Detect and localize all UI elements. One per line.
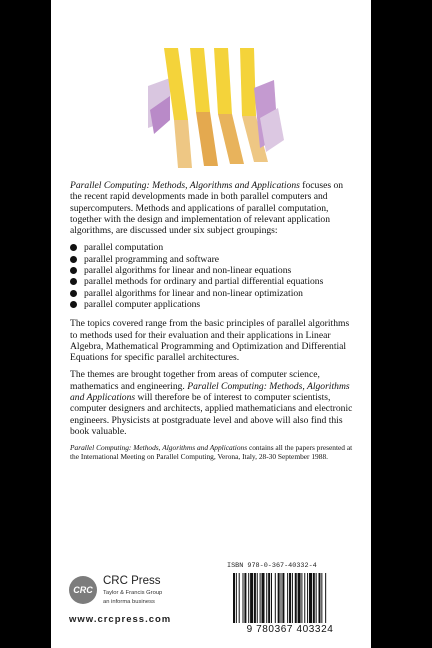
barcode-bar <box>248 573 249 623</box>
footnote-paragraph: Parallel Computing: Methods, Algorithms and Applications contains all the papers presented at the International Meeting on Parallel Computing, Verona, Italy, 28-30 September 1988. <box>70 443 353 462</box>
isbn-digits: 9 780367 403324 <box>246 624 334 635</box>
barcode-bar <box>313 573 315 623</box>
barcode-bar <box>295 573 297 623</box>
publisher-group: Taylor & Francis Group <box>103 590 163 596</box>
barcode-bar <box>239 573 240 623</box>
isbn-label: ISBN 978-0-367-40332-4 <box>227 562 317 570</box>
publisher-block <box>69 574 219 624</box>
barcode-bar <box>233 573 235 623</box>
barcode-bar <box>268 573 270 623</box>
barcode-bar <box>254 573 256 623</box>
barcode-bar <box>250 573 253 623</box>
barcode-bar <box>236 573 237 623</box>
barcode-bar <box>278 573 280 623</box>
bullet-icon <box>70 256 77 263</box>
barcode-bar <box>301 573 302 623</box>
publisher-business: an informa business <box>103 599 155 605</box>
barcode-bar <box>298 573 301 623</box>
list-item: parallel computation <box>70 242 355 253</box>
barcode-bar <box>282 573 284 623</box>
crc-logo-icon: CRC <box>69 576 97 604</box>
barcode-bar <box>319 573 321 623</box>
barcode-bar <box>325 573 326 623</box>
intro-paragraph: Parallel Computing: Methods, Algorithms and Applications focuses on the recent rapid developments made in both parallel computers and supercomputers. Methods and applications of parallel computation, together with the design and implementation of relevant application algorithms, are discussed under six subject groupings: <box>70 180 344 237</box>
barcode-graphic <box>233 573 347 623</box>
barcode-bar <box>281 573 282 623</box>
bullet-icon <box>70 244 77 251</box>
publisher-name: CRC Press <box>103 575 161 587</box>
list-item: parallel methods for ordinary and partial differential equations <box>70 276 355 287</box>
barcode-bar <box>316 573 317 623</box>
barcode-bar <box>266 573 267 623</box>
barcode-bar <box>321 573 322 623</box>
barcode-bar <box>262 573 265 623</box>
topics-paragraph: The topics covered range from the basic principles of parallel algorithms to methods used for their evaluation and their applications in Linear Algebra, Mathematical Programming and Optimization and Differential Equations for specific parallel architectures. <box>70 318 350 364</box>
barcode-bar <box>307 573 308 623</box>
list-item: parallel algorithms for linear and non-linear equations <box>70 265 355 276</box>
barcode-bar <box>275 573 276 623</box>
publisher-url: www.crcpress.com <box>69 614 172 625</box>
list-item: parallel computer applications <box>70 299 355 310</box>
list-item: parallel programming and software <box>70 254 355 265</box>
book-title-italic: Parallel Computing: Methods, Algorithms and Applications <box>70 180 300 191</box>
barcode-bar <box>257 573 258 623</box>
bullet-icon <box>70 301 77 308</box>
barcode-bar <box>309 573 312 623</box>
themes-paragraph: The themes are brought together from areas of computer science, mathematics and engineering. Parallel Computing: Methods, Algorithms and Applications will therefore be of interest to computer scientists, computer designers and architects, applied mathematicians and electronic engineers. Physicists at postgraduate level and above will also find this book valuable. <box>70 369 353 437</box>
barcode-bar <box>287 573 288 623</box>
barcode-bar <box>260 573 261 623</box>
parallel-stripes-logo <box>148 48 284 168</box>
barcode-bar <box>292 573 293 623</box>
topics-list <box>70 242 355 310</box>
barcode-bar <box>304 573 305 623</box>
barcode-bar <box>289 573 291 623</box>
book-back-cover <box>51 0 371 648</box>
list-item: parallel algorithms for linear and non-linear optimization <box>70 288 355 299</box>
bullet-icon <box>70 278 77 285</box>
description-text <box>70 180 355 467</box>
bullet-icon <box>70 290 77 297</box>
barcode-bar <box>243 573 244 623</box>
bullet-icon <box>70 267 77 274</box>
barcode-bar <box>271 573 272 623</box>
isbn-barcode-block <box>227 562 353 642</box>
barcode-bar <box>244 573 246 623</box>
